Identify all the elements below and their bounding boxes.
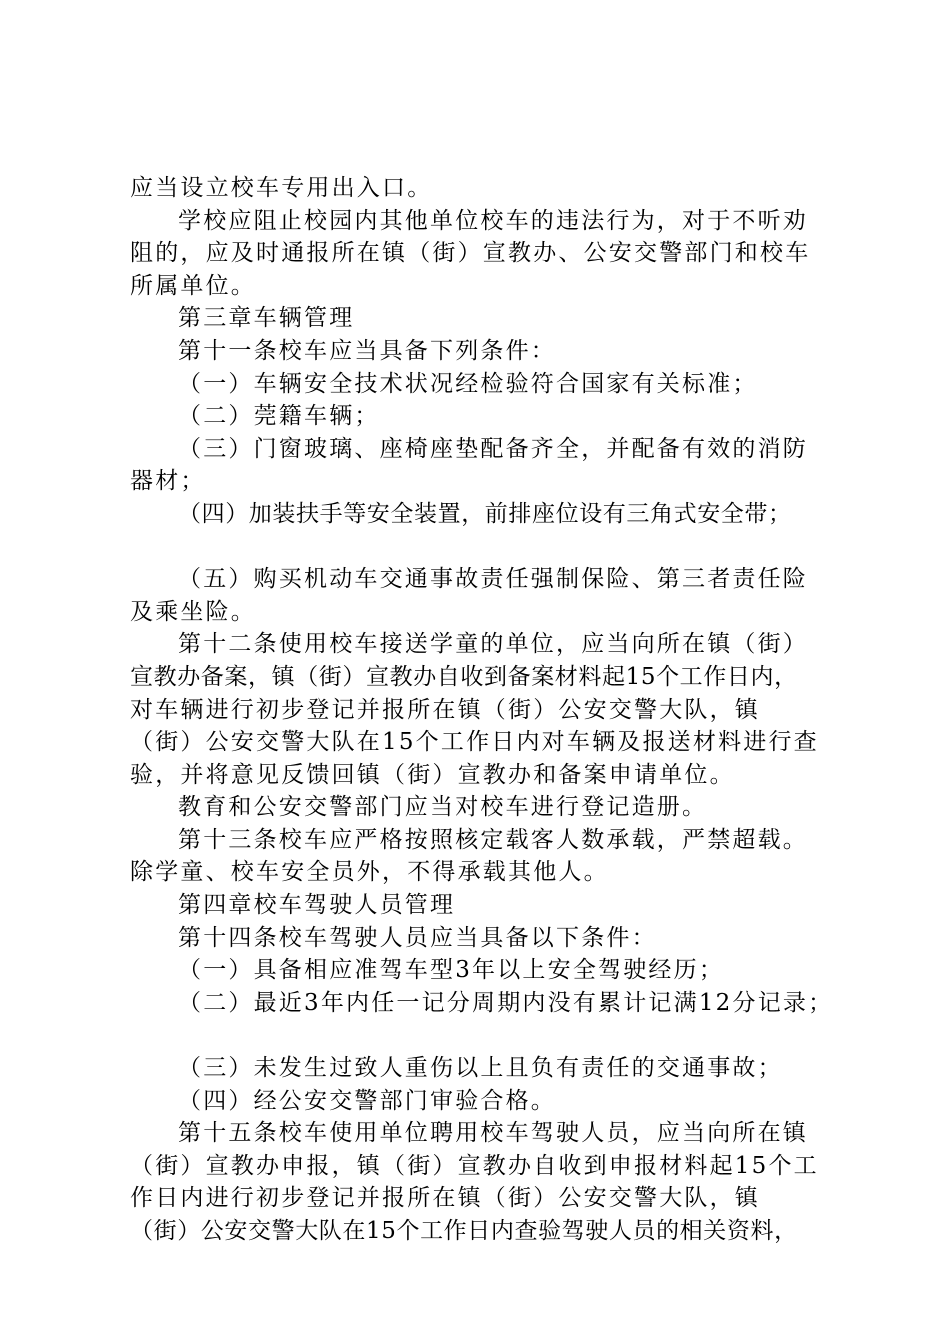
paragraph-line: 对车辆进行初步登记并报所在镇（街）公安交警大队，镇	[130, 696, 760, 723]
list-item: （四）经公安交警部门审验合格。	[178, 1087, 556, 1114]
list-item: （五）购买机动车交通事故责任强制保险、第三者责任险	[178, 566, 808, 593]
chapter-heading: 第四章校车驾驶人员管理	[178, 892, 456, 919]
list-item: （一）车辆安全技术状况经检验符合国家有关标准；	[178, 370, 758, 397]
blank-line	[130, 531, 840, 564]
blank-line	[130, 1019, 840, 1052]
paragraph-line: 阻的，应及时通报所在镇（街）宣教办、公安交警部门和校车	[130, 240, 811, 267]
list-item: （二）莞籍车辆；	[178, 403, 380, 430]
list-item: （三）门窗玻璃、座椅座垫配备齐全，并配备有效的消防	[178, 435, 808, 462]
paragraph-line: 教育和公安交警部门应当对校车进行登记造册。	[178, 794, 708, 821]
paragraph-line: 学校应阻止校园内其他单位校车的违法行为，对于不听劝	[178, 207, 808, 234]
paragraph-line: 及乘坐险。	[130, 598, 256, 625]
paragraph-line: 所属单位。	[130, 272, 256, 299]
document-body	[130, 172, 840, 1248]
list-item: （四）加装扶手等安全装置，前排座位设有三角式安全带；	[178, 500, 792, 527]
paragraph-line: 应当设立校车专用出入口。	[130, 175, 433, 201]
list-item: （三）未发生过致人重伤以上且负有责任的交通事故；	[178, 1055, 783, 1082]
list-item: （二）最近3年内任一记分周期内没有累计记满12分记录；	[178, 989, 834, 1016]
paragraph-line: （街）宣教办申报，镇（街）宣教办自收到申报材料起15个工	[130, 1152, 819, 1179]
article-heading: 第十四条校车驾驶人员应当具备以下条件：	[178, 924, 657, 951]
article-heading: 第十一条校车应当具备下列条件：	[178, 337, 556, 364]
article-heading: 第十五条校车使用单位聘用校车驾驶人员，应当向所在镇	[178, 1120, 808, 1147]
chapter-heading: 第三章车辆管理	[178, 305, 355, 332]
list-item: （一）具备相应准驾车型3年以上安全驾驶经历；	[178, 957, 725, 984]
paragraph-line: 验，并将意见反馈回镇（街）宣教办和备案申请单位。	[130, 761, 735, 788]
paragraph-line: （街）公安交警大队在15个工作日内查验驾驶人员的相关资料，	[130, 1218, 798, 1244]
paragraph-line: 器材；	[130, 468, 206, 495]
paragraph-line: 除学童、校车安全员外，不得承载其他人。	[130, 859, 609, 886]
article-heading: 第十二条使用校车接送学童的单位，应当向所在镇（街）	[178, 631, 808, 658]
paragraph-line: 宣教办备案，镇（街）宣教办自收到备案材料起15个工作日内，	[130, 663, 798, 690]
paragraph-line: 作日内进行初步登记并报所在镇（街）公安交警大队，镇	[130, 1185, 760, 1212]
paragraph-line: （街）公安交警大队在15个工作日内对车辆及报送材料进行查	[130, 729, 819, 756]
article-heading: 第十三条校车应严格按照核定载客人数承载，严禁超载。	[178, 826, 808, 853]
